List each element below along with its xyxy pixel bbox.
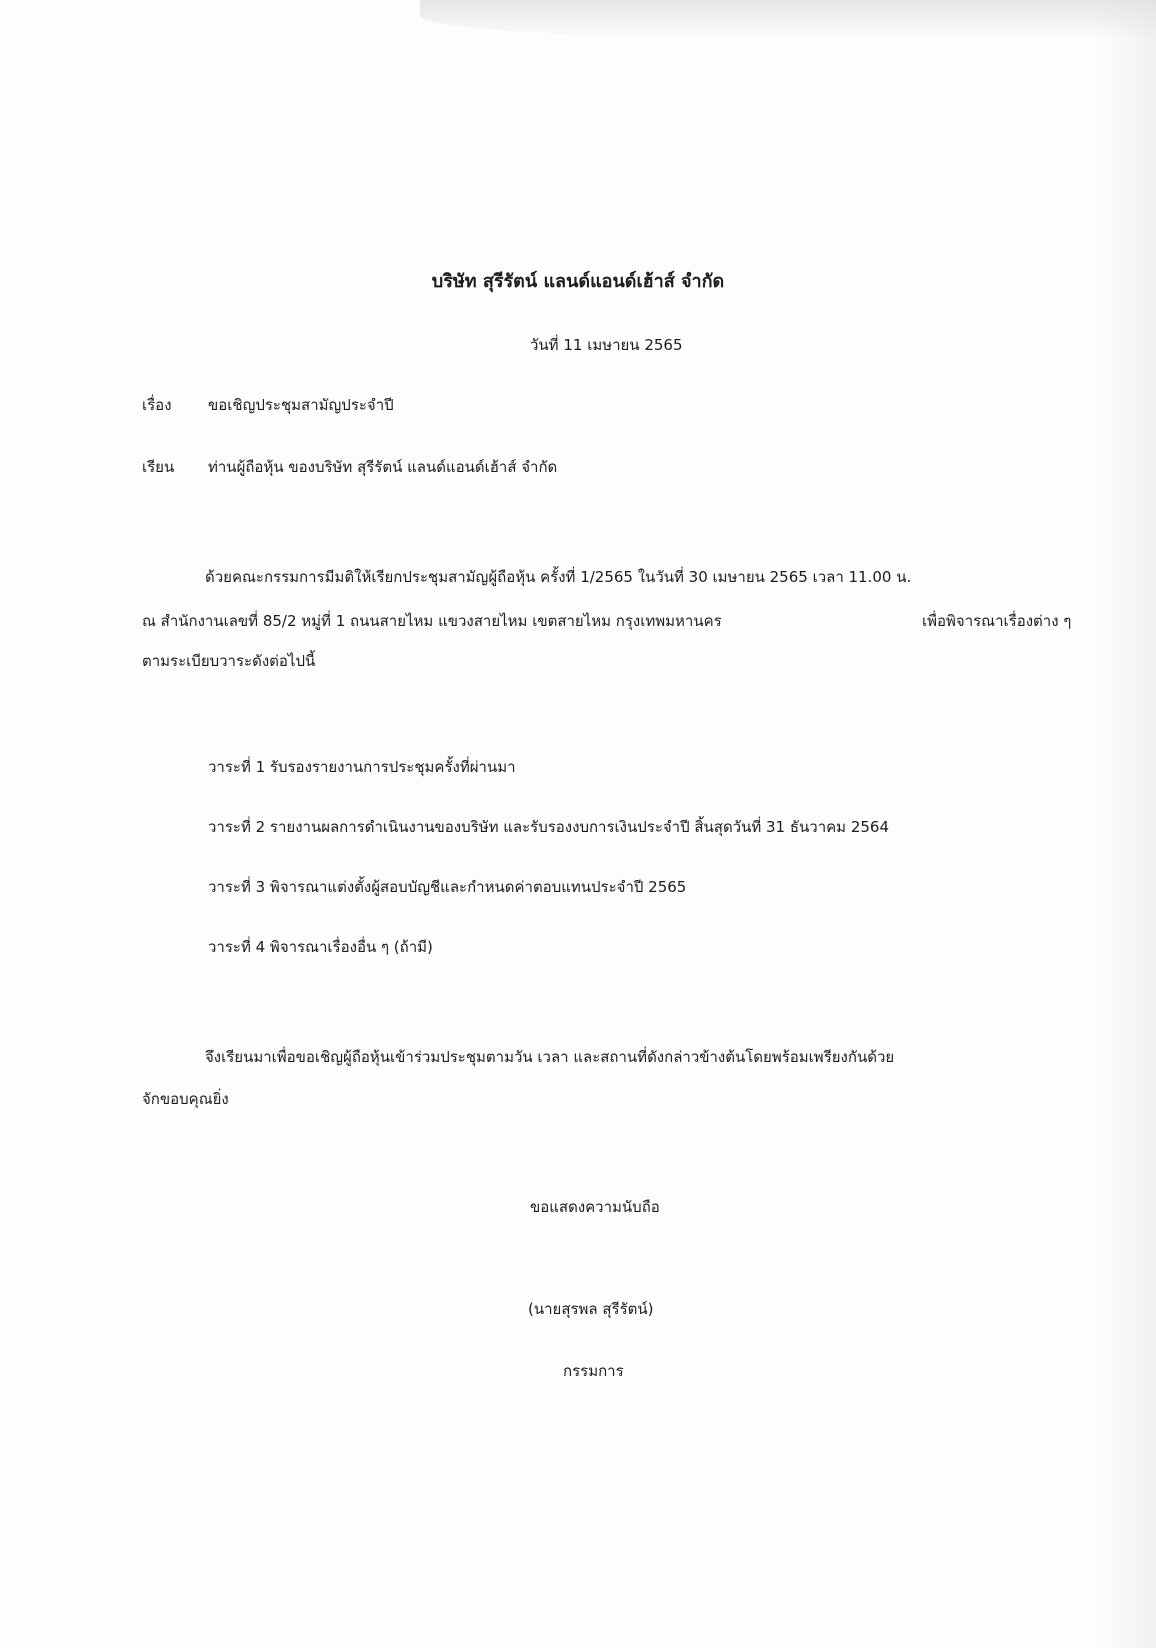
paragraph1-line2	[142, 612, 1072, 632]
company-title: บริษัท สุรีรัตน์ แลนด์แอนด์เฮ้าส์ จำกัด	[431, 271, 725, 292]
paragraph1-line1: ด้วยคณะกรรมการมีมติให้เรียกประชุมสามัญผู้ถือหุ้น ครั้งที่ 1/2565 ในวันที่ 30 เมษายน 2565 เวลา 11.00 น.	[205, 568, 912, 586]
agenda-item: วาระที่ 1 รับรองรายงานการประชุมครั้งที่ผ่านมา	[208, 758, 516, 776]
recipient-label: เรียน	[142, 458, 175, 476]
paragraph2-line1: จึงเรียนมาเพื่อขอเชิญผู้ถือหุ้นเข้าร่วมประชุมตามวัน เวลา และสถานที่ดังกล่าวข้างต้นโดยพร้อมเพรียงกันด้วย	[205, 1048, 895, 1066]
agenda-item: วาระที่ 3 พิจารณาแต่งตั้งผู้สอบบัญชีและกำหนดค่าตอบแทนประจำปี 2565	[208, 878, 687, 896]
recipient-value: ท่านผู้ถือหุ้น ของบริษัท สุรีรัตน์ แลนด์แอนด์เฮ้าส์ จำกัด	[208, 458, 558, 476]
agenda-item: วาระที่ 4 พิจารณาเรื่องอื่น ๆ (ถ้ามี)	[208, 938, 433, 956]
scan-shadow-edge	[1096, 0, 1156, 1648]
signatory-position: กรรมการ	[563, 1362, 624, 1380]
closing-phrase: ขอแสดงความนับถือ	[530, 1198, 660, 1216]
paragraph2-line2: จักขอบคุณยิ่ง	[142, 1090, 229, 1108]
signatory-name: (นายสุรพล สุรีรัตน์)	[528, 1300, 654, 1318]
paragraph1-line2-left: ณ สำนักงานเลขที่ 85/2 หมู่ที่ 1 ถนนสายไหม แขวงสายไหม เขตสายไหม กรุงเทพมหานคร	[142, 612, 722, 630]
paragraph1-line3: ตามระเบียบวาระดังต่อไปนี้	[142, 652, 316, 670]
agenda-item: วาระที่ 2 รายงานผลการดำเนินงานของบริษัท และรับรองงบการเงินประจำปี สิ้นสุดวันที่ 31 ธันวาคม 2564	[208, 818, 889, 836]
subject-value: ขอเชิญประชุมสามัญประจำปี	[208, 396, 394, 414]
paragraph1-line2-right: เพื่อพิจารณาเรื่องต่าง ๆ	[922, 612, 1072, 630]
letter-date: วันที่ 11 เมษายน 2565	[530, 336, 683, 354]
scan-shadow	[420, 0, 1156, 40]
subject-label: เรื่อง	[142, 396, 172, 414]
